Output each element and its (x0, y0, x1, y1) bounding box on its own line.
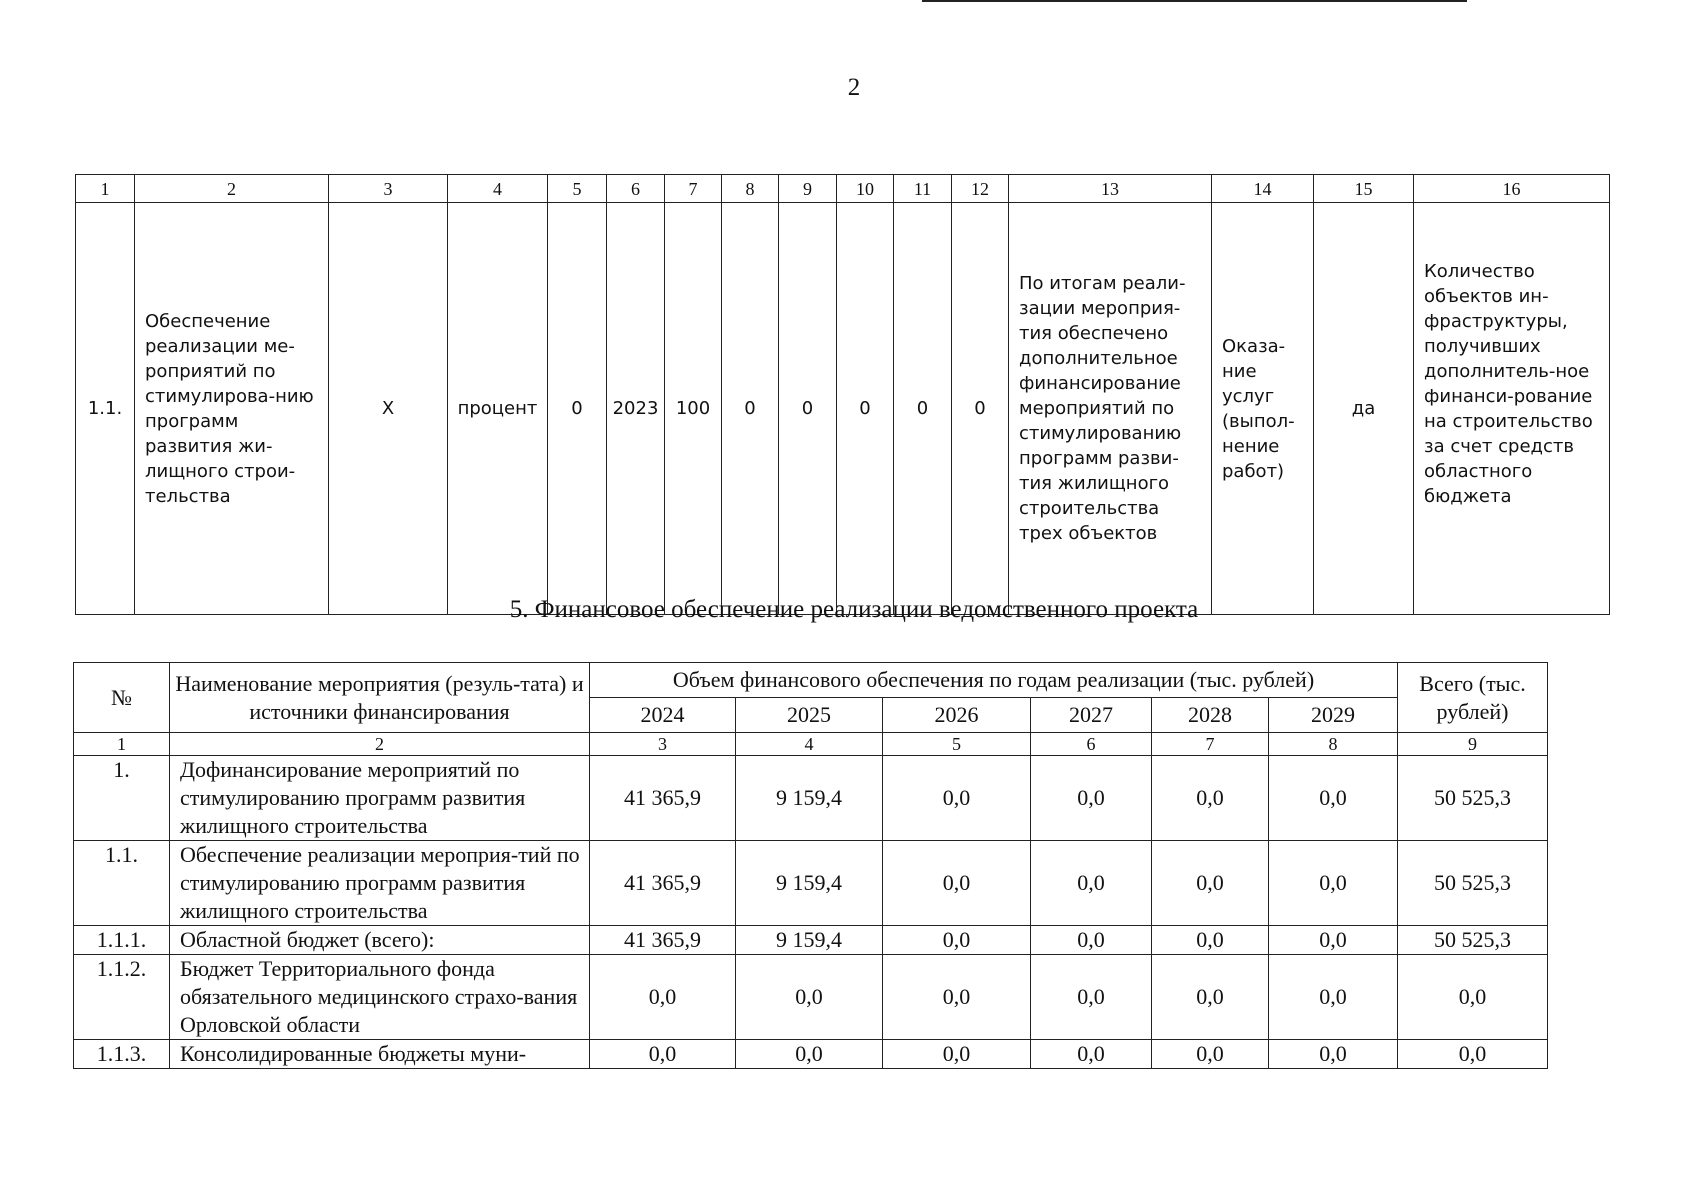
cell-value: 0,0 (736, 1040, 883, 1069)
total-value: 50 525,3 (1398, 756, 1548, 841)
column-number: 7 (665, 175, 722, 203)
indicators-table (75, 174, 1610, 615)
result-type: Оказа-ние услуг (выпол-нение работ) (1212, 203, 1314, 615)
cell-value: 0,0 (590, 955, 736, 1040)
cell-value: да (1314, 203, 1414, 615)
top-rule (922, 0, 1467, 2)
column-numbers-row (74, 733, 1548, 756)
column-number: 14 (1212, 175, 1314, 203)
table-row (74, 926, 1548, 955)
cell-value: 0 (894, 203, 952, 615)
cell-value: 0,0 (883, 955, 1031, 1040)
cell-value: 0,0 (1152, 1040, 1269, 1069)
row-number: 1. (74, 756, 170, 841)
cell-value: 9 159,4 (736, 841, 883, 926)
column-number: 15 (1314, 175, 1414, 203)
cell-value: 0,0 (1031, 926, 1152, 955)
total-value: 0,0 (1398, 955, 1548, 1040)
column-number: 4 (448, 175, 548, 203)
cell-value: 0,0 (1269, 926, 1398, 955)
column-number: 8 (1269, 733, 1398, 756)
table-header-row (76, 175, 1610, 203)
cell-value: 0,0 (883, 1040, 1031, 1069)
cell-value: 9 159,4 (736, 926, 883, 955)
cell-value: 0 (722, 203, 779, 615)
row-number: 1.1.3. (74, 1040, 170, 1069)
cell-value: 9 159,4 (736, 756, 883, 841)
column-number: 13 (1009, 175, 1212, 203)
table-row (76, 203, 1610, 615)
table-row (74, 1040, 1548, 1069)
cell-value: 0,0 (736, 955, 883, 1040)
cell-value: 0,0 (883, 926, 1031, 955)
column-number: 9 (779, 175, 837, 203)
activity-name: Обеспечение реализации ме-роприятий по стимулирова-нию программ развития жи-лищного строи-тельства (135, 203, 329, 615)
column-number: 5 (548, 175, 607, 203)
row-number: 1.1.1. (74, 926, 170, 955)
column-number: 2 (170, 733, 590, 756)
cell-value: 0 (548, 203, 607, 615)
cell-value: 0,0 (883, 841, 1031, 926)
column-number: 6 (1031, 733, 1152, 756)
cell-value: Х (329, 203, 448, 615)
page-number: 2 (847, 74, 861, 101)
cell-value: 0,0 (1269, 955, 1398, 1040)
cell-value: 0 (837, 203, 894, 615)
column-number: 7 (1152, 733, 1269, 756)
cell-value: 0,0 (1269, 1040, 1398, 1069)
unit-cell: процент (448, 203, 548, 615)
row-name: Консолидированные бюджеты муни- (170, 1040, 590, 1069)
table-row (74, 841, 1548, 926)
column-number: 8 (722, 175, 779, 203)
cell-value: 0,0 (1031, 955, 1152, 1040)
column-number: 12 (952, 175, 1009, 203)
column-number: 9 (1398, 733, 1548, 756)
column-number: 3 (329, 175, 448, 203)
row-name: Дофинансирование мероприятий по стимулированию программ развития жилищного строительства (170, 756, 590, 841)
cell-value: 0,0 (1031, 1040, 1152, 1069)
row-number: 1.1. (76, 203, 135, 615)
number-header: № (74, 663, 170, 733)
total-header: Всего (тыс. рублей) (1398, 663, 1548, 733)
cell-value: 41 365,9 (590, 841, 736, 926)
section-title: 5. Финансовое обеспечение реализации ведомственного проекта (509, 596, 1199, 623)
table-row (74, 955, 1548, 1040)
cell-value: 0,0 (1031, 841, 1152, 926)
column-number: 16 (1414, 175, 1610, 203)
cell-value: 0,0 (1152, 756, 1269, 841)
column-number: 10 (837, 175, 894, 203)
column-number: 4 (736, 733, 883, 756)
result-characteristic: Количество объектов ин-фраструктуры, получивших дополнитель-ное финанси-рование на строительство за счет средств областного бюджета (1414, 203, 1610, 615)
year-header: 2028 (1152, 698, 1269, 733)
cell-value: 41 365,9 (590, 756, 736, 841)
year-header: 2024 (590, 698, 736, 733)
cell-value: 0,0 (1152, 841, 1269, 926)
cell-value: 0 (952, 203, 1009, 615)
total-value: 0,0 (1398, 1040, 1548, 1069)
cell-value: 0,0 (590, 1040, 736, 1069)
total-value: 50 525,3 (1398, 926, 1548, 955)
name-header: Наименование мероприятия (резуль-тата) и источники финансирования (170, 663, 590, 733)
year-header: 2027 (1031, 698, 1152, 733)
cell-value: 41 365,9 (590, 926, 736, 955)
column-number: 3 (590, 733, 736, 756)
table-header-row (74, 663, 1548, 698)
column-number: 11 (894, 175, 952, 203)
row-name: Областной бюджет (всего): (170, 926, 590, 955)
cell-value: 0,0 (1269, 756, 1398, 841)
cell-value: 2023 (607, 203, 665, 615)
row-number: 1.1. (74, 841, 170, 926)
year-header: 2025 (736, 698, 883, 733)
column-number: 1 (76, 175, 135, 203)
column-number: 1 (74, 733, 170, 756)
row-name: Обеспечение реализации мероприя-тий по стимулированию программ развития жилищного строительства (170, 841, 590, 926)
row-number: 1.1.2. (74, 955, 170, 1040)
cell-value: 0,0 (1152, 926, 1269, 955)
cell-value: 100 (665, 203, 722, 615)
cell-value: 0,0 (1031, 756, 1152, 841)
column-number: 6 (607, 175, 665, 203)
table-row (74, 756, 1548, 841)
column-number: 5 (883, 733, 1031, 756)
volume-header: Объем финансового обеспечения по годам реализации (тыс. рублей) (590, 663, 1398, 698)
row-name: Бюджет Территориального фонда обязательного медицинского страхо-вания Орловской области (170, 955, 590, 1040)
result-description: По итогам реали-зации мероприя-тия обеспечено дополнительное финансирование мероприятий по стимулированию программ разви-тия жилищного строительства трех объектов (1009, 203, 1212, 615)
cell-value: 0,0 (1152, 955, 1269, 1040)
cell-value: 0,0 (1269, 841, 1398, 926)
cell-value: 0 (779, 203, 837, 615)
year-header: 2026 (883, 698, 1031, 733)
year-header: 2029 (1269, 698, 1398, 733)
financing-table (73, 662, 1548, 1069)
column-number: 2 (135, 175, 329, 203)
total-value: 50 525,3 (1398, 841, 1548, 926)
cell-value: 0,0 (883, 756, 1031, 841)
